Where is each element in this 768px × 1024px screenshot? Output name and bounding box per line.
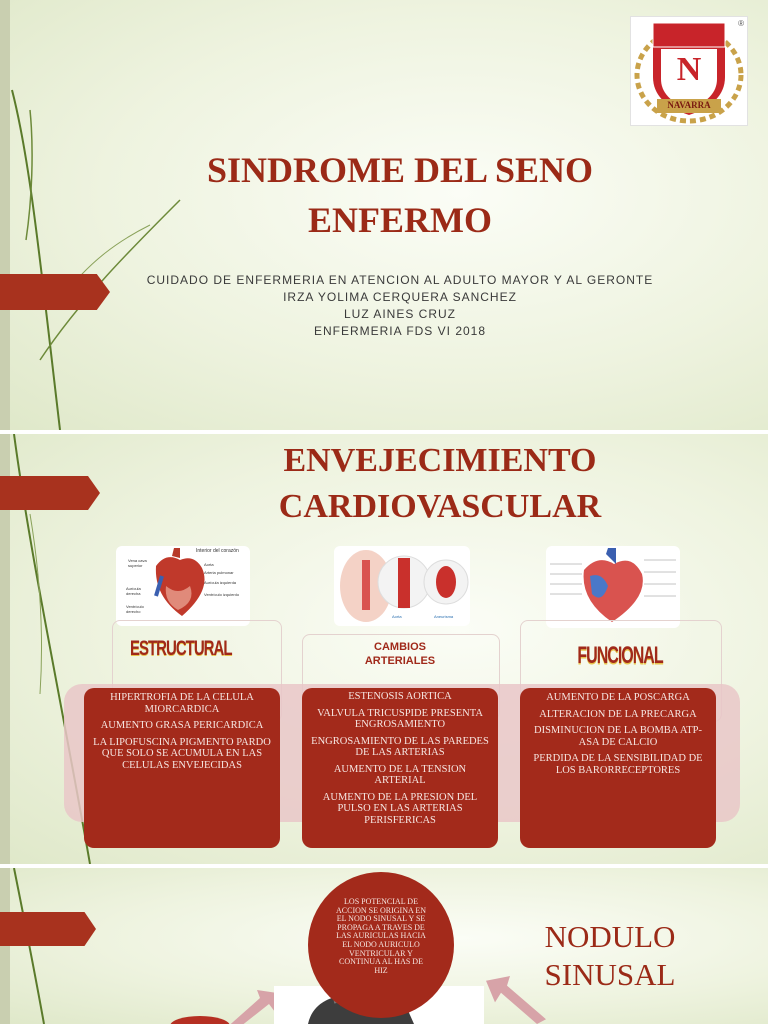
card-item: HIPERTROFIA DE LA CELULA MIORCARDICA	[110, 692, 254, 715]
subtitle-line: ENFERMERIA FDS VI 2018	[313, 324, 487, 338]
slide-title-text	[240, 438, 640, 530]
slide-title	[0, 0, 768, 430]
image-label: Aorta	[392, 614, 402, 619]
slide-title-text	[150, 145, 650, 245]
card-item: AUMENTO DE LA PRESION DEL PULSO EN LAS ARTERIAS PERISFERICAS	[322, 791, 478, 826]
image-label: Aorta	[204, 562, 214, 567]
card-item: ENGROSAMIENTO DE LAS PAREDES DE LAS ARTERIAS	[311, 735, 489, 758]
arrow-tab	[0, 912, 96, 946]
card-item: ALTERACION DE LA PRECARGA	[539, 708, 697, 720]
title-line-2: CARDIOVASCULAR	[278, 488, 602, 525]
subtitle-line: IRZA YOLIMA CERQUERA SANCHEZ	[283, 290, 517, 304]
card-item: AUMENTO DE LA POSCARGA	[546, 692, 690, 703]
title-line-1: NODULO	[544, 919, 676, 954]
title-line-1: ENVEJECIMIENTO	[283, 442, 597, 479]
arrow-tab	[0, 274, 110, 310]
logo-letter: N	[676, 51, 702, 88]
heart-anatomy-image	[116, 546, 250, 626]
subtitle-block	[130, 272, 670, 340]
slide-nodulo-sinusal	[0, 868, 768, 1024]
decorative-fronds	[0, 868, 100, 1024]
category-label-funcional: FUNCIONAL	[577, 643, 663, 669]
image-label: Aurícula derecha	[126, 586, 141, 596]
card-funcional	[520, 688, 716, 848]
info-circle	[308, 872, 454, 1018]
image-label: Interior del corazón	[196, 548, 239, 554]
nodulo-title	[520, 918, 700, 994]
image-label: Ventrículo derecho	[126, 604, 144, 614]
image-label: Vena cava superior	[128, 558, 147, 568]
category-label-estructural: ESTRUCTURAL	[130, 636, 232, 661]
heart-diagram-image	[546, 546, 680, 628]
card-item: AUMENTO DE LA TENSION ARTERIAL	[333, 763, 467, 786]
card-cambios-arteriales	[302, 688, 498, 848]
registered-mark: ®	[738, 19, 744, 28]
image-label: Arteria pulmonar	[204, 570, 234, 575]
card-estructural	[84, 688, 280, 848]
card-item: AUMENTO GRASA PERICARDICA	[100, 720, 264, 731]
slide-envejecimiento	[0, 434, 768, 864]
category-label-cambios: CAMBIOS ARTERIALES	[364, 641, 436, 667]
card-item: VALVULA TRICUSPIDE PRESENTA ENGROSAMIENTO	[317, 707, 483, 730]
image-label: Aneurisma	[434, 614, 454, 619]
card-item: PERDIDA DE LA SENSIBILIDAD DE LOS BARORRECEPTORES	[533, 753, 703, 776]
artery-aneurysm-image	[334, 546, 470, 626]
subtitle-line: CUIDADO DE ENFERMERIA EN ATENCION AL ADULTO MAYOR Y AL GERONTE	[146, 273, 654, 287]
card-item: DISMINUCION DE LA BOMBA ATP-ASA DE CALCIO	[533, 725, 702, 748]
navarra-logo	[630, 16, 748, 126]
logo-text: NAVARRA	[667, 100, 711, 110]
title-line-2: SINUSAL	[544, 957, 676, 992]
card-item: LA LIPOFUSCINA PIGMENTO PARDO QUE SOLO SE ACUMULA EN LAS CELULAS ENVEJECIDAS	[93, 736, 271, 771]
bottom-red-shape	[170, 1016, 230, 1024]
image-label: Ventrículo izquierdo	[204, 592, 240, 597]
arrow-tab	[0, 476, 100, 510]
card-item: ESTENOSIS AORTICA	[348, 691, 452, 702]
title-line-1: SINDROME DEL SENO	[206, 150, 594, 190]
image-label: Aurícula izquierda	[204, 580, 237, 585]
subtitle-line: LUZ AINES CRUZ	[343, 307, 456, 321]
title-line-2: ENFERMO	[308, 200, 492, 240]
circle-text: LOS POTENCIAL DE ACCION SE ORIGINA EN EL NODO SINUSAL Y SE PROPAGA A TRAVES DE LAS AURICULAS HACIA EL NODO AURICULO VENTRICULAR Y CONTINUA AL HAS DE HIZ	[336, 897, 426, 975]
